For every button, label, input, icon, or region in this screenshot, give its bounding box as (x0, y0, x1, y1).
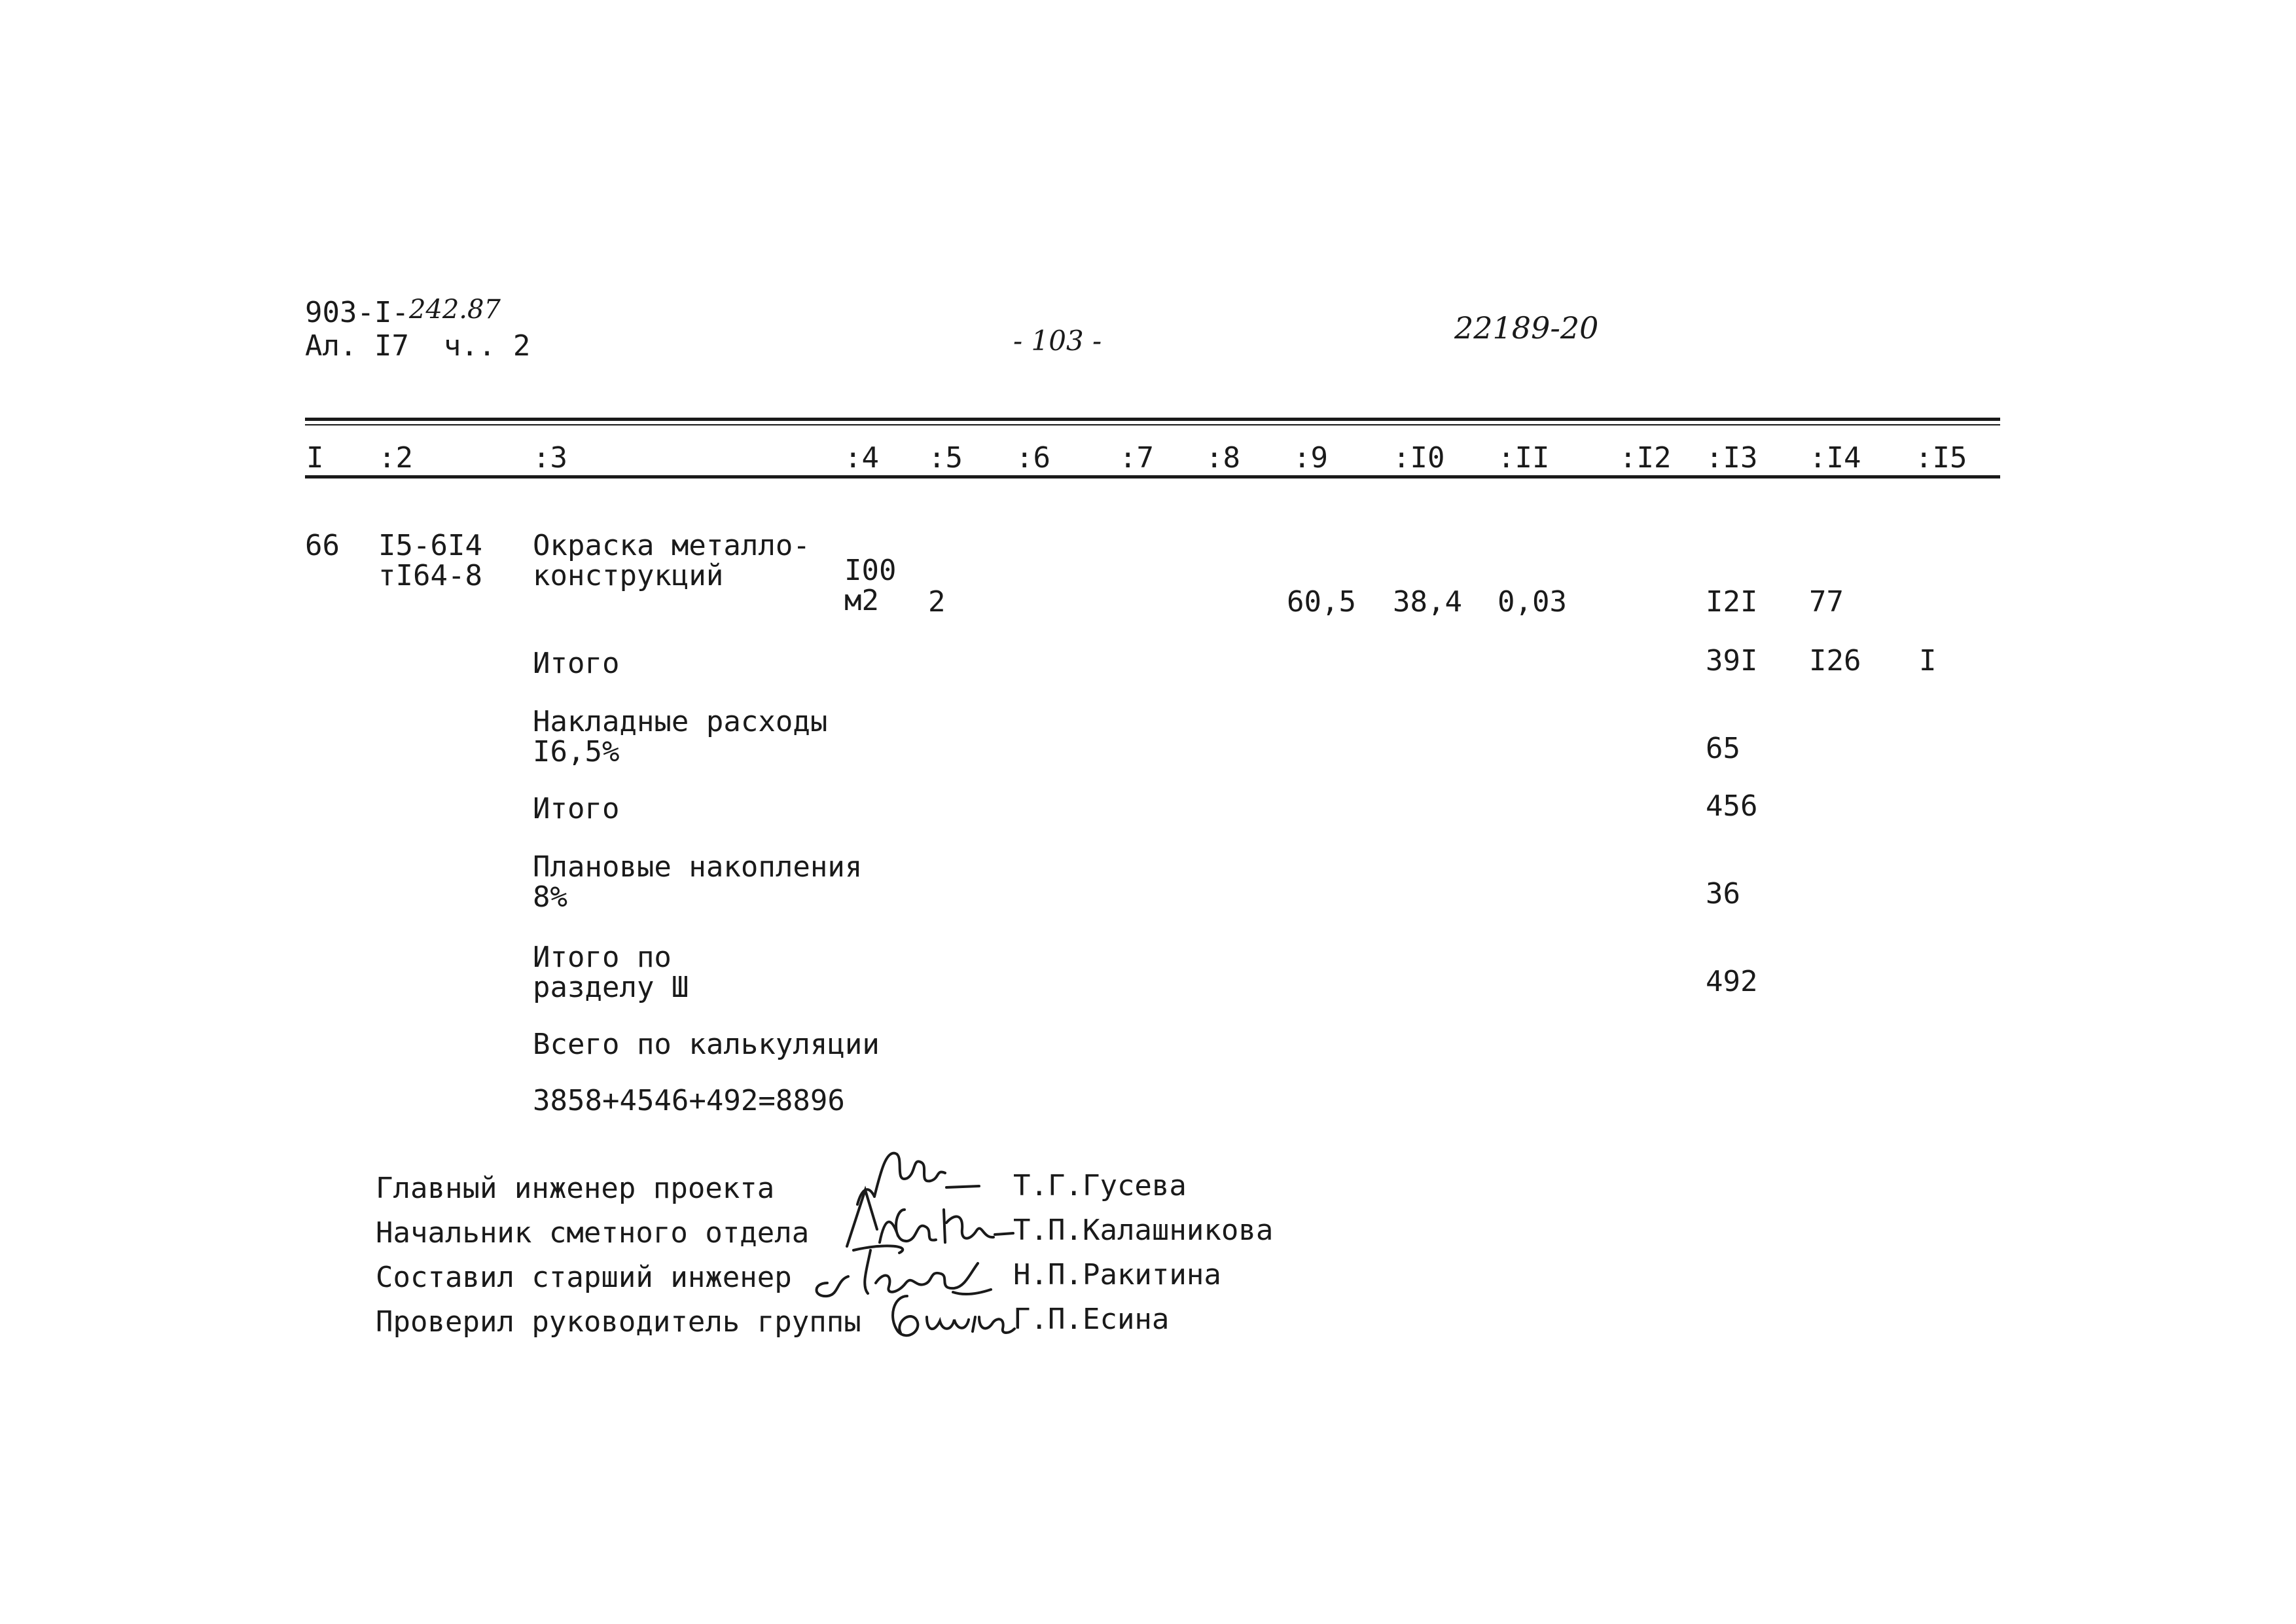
item-unit-line1: I00 (844, 554, 897, 587)
summary-label: Итого по разделу Ш (533, 941, 689, 1005)
item-col9: 60,5 (1287, 585, 1356, 619)
summary-col13: 492 (1706, 965, 1758, 998)
item-name-line2: конструкций (533, 559, 724, 592)
document-code (305, 295, 501, 329)
table-top-rule-thin (305, 424, 2000, 425)
item-code-line1: I5-6I4 (378, 529, 482, 562)
item-name-line1: Окраска металло- (533, 529, 810, 562)
signature-role: Составил старший инженер (376, 1261, 792, 1294)
column-number: :5 (928, 441, 963, 475)
page-number: - 103 - (1013, 325, 1102, 357)
item-unit-line2: м2 (844, 584, 879, 617)
document-code-typed: 903-I- (305, 296, 409, 329)
column-number: :7 (1119, 441, 1154, 475)
column-number: :8 (1206, 441, 1240, 475)
summary-col13: 65 (1706, 732, 1740, 765)
column-number: :I4 (1809, 441, 1861, 475)
registration-number: 22189-20 (1454, 310, 1599, 346)
item-col10: 38,4 (1393, 585, 1462, 619)
summary-label: Итого (533, 792, 620, 825)
summary-col14: I26 (1809, 644, 1861, 677)
signature-role: Начальник сметного отдела (376, 1216, 810, 1250)
album-line: Ал. I7 ч.. 2 (305, 329, 531, 363)
summary-label: Накладные расходы I6,5% (533, 705, 828, 769)
item-code-line2: тI64-8 (378, 559, 482, 592)
summary-label: Плановые накопления 8% (533, 850, 863, 914)
table-top-rule (305, 418, 2000, 421)
handwritten-signature-esina (881, 1291, 1018, 1343)
item-quantity: 2 (928, 585, 946, 619)
column-number: :II (1498, 441, 1550, 475)
signature-name: Т.Г.Гусева (1013, 1169, 1187, 1202)
column-number: :I0 (1393, 441, 1445, 475)
column-number: I (306, 441, 324, 475)
column-number: :9 (1293, 441, 1328, 475)
column-number: :I2 (1619, 441, 1672, 475)
summary-label: Итого (533, 647, 620, 680)
column-number: :6 (1016, 441, 1050, 475)
item-col14: 77 (1809, 585, 1844, 619)
signature-role: Главный инженер проекта (376, 1172, 775, 1205)
table-header-bottom-rule (305, 475, 2000, 478)
signature-name: Г.П.Есина (1013, 1303, 1170, 1336)
signature-role: Проверил руководитель группы (376, 1305, 861, 1339)
item-number: 66 (305, 529, 340, 562)
signature-name: Н.П.Ракитина (1013, 1258, 1221, 1291)
column-number: :4 (844, 441, 879, 475)
column-number: :I3 (1706, 441, 1758, 475)
column-number: :3 (533, 441, 567, 475)
document-code-handwritten: 242.87 (408, 295, 501, 325)
summary-col13: 39I (1706, 644, 1758, 677)
summary-col13: 456 (1706, 789, 1758, 823)
grand-total-formula: 3858+4546+492=8896 (533, 1084, 845, 1117)
column-number: :2 (378, 441, 413, 475)
summary-col13: 36 (1706, 877, 1740, 911)
signature-name: Т.П.Калашникова (1013, 1214, 1274, 1247)
summary-col15: I (1919, 644, 1937, 677)
column-number: :I5 (1915, 441, 1967, 475)
item-col11: 0,03 (1498, 585, 1567, 619)
summary-label: Всего по калькуляции (533, 1028, 880, 1061)
item-col13: I2I (1706, 585, 1758, 619)
